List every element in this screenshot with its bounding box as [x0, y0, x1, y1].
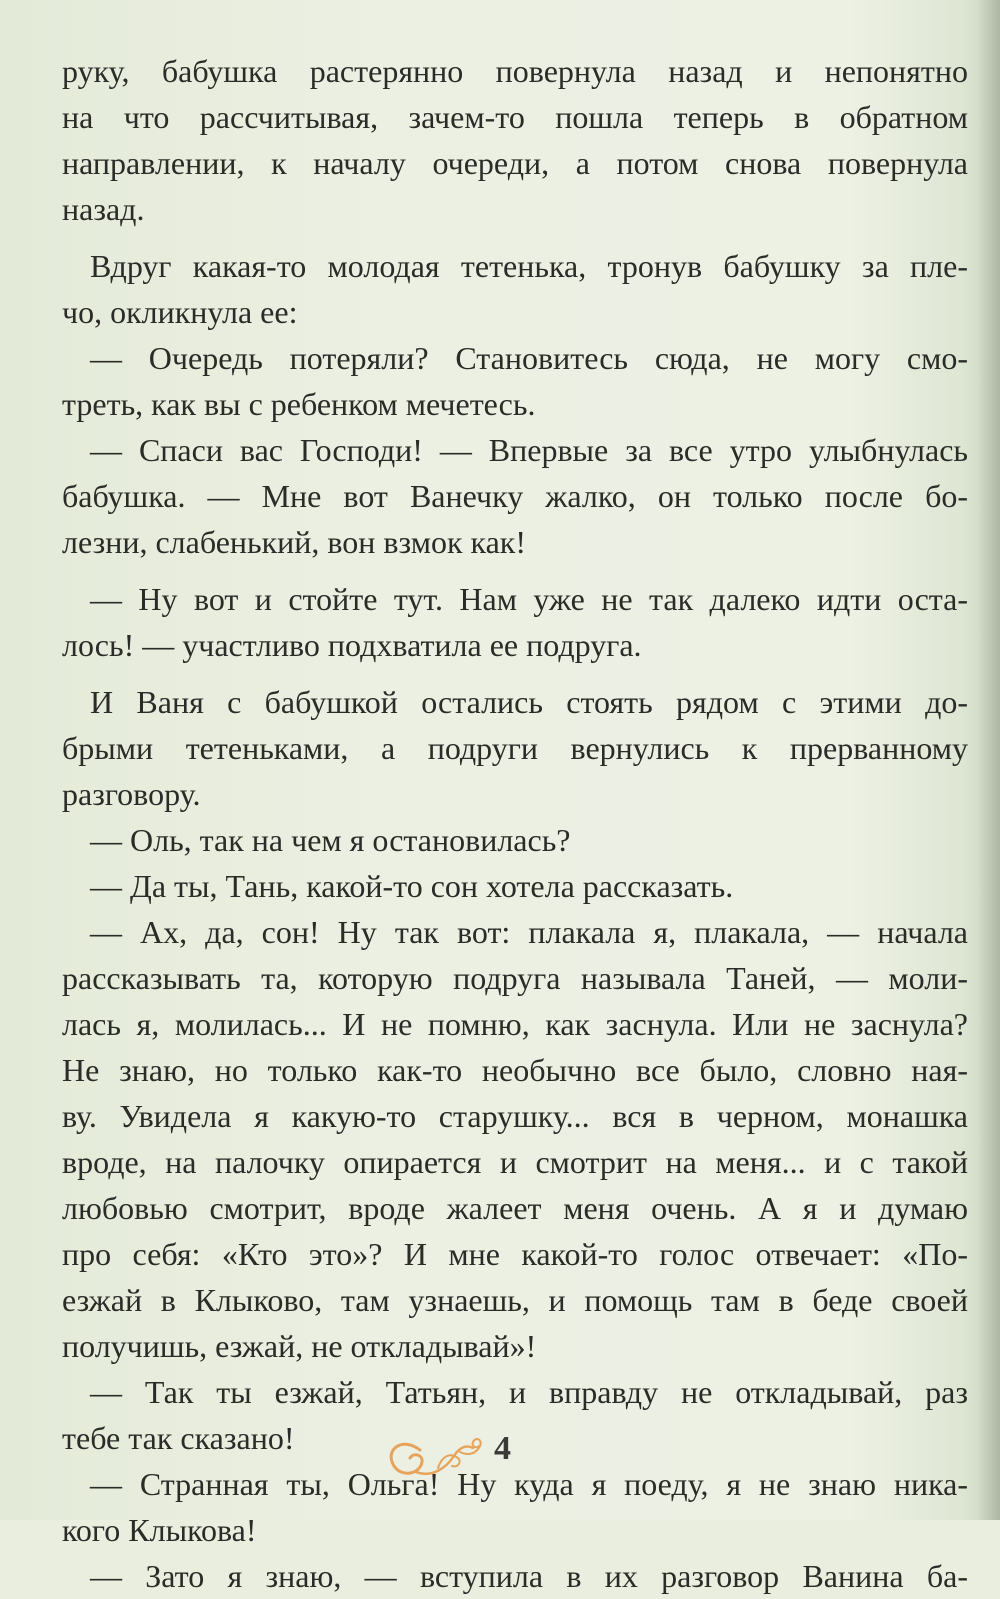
paragraph	[62, 863, 968, 909]
paragraph	[62, 1553, 968, 1599]
body-text	[62, 48, 968, 1599]
text-line: — Спаси вас Господи! — Впервые за все утро улыбнулась	[90, 432, 968, 468]
text-line: — Очередь потеряли? Становитесь сюда, не могу смо-	[90, 340, 968, 376]
paragraph	[62, 576, 968, 668]
text-line: — Оль, так на чем я остановилась?	[90, 822, 571, 858]
paragraph	[62, 335, 968, 427]
text-line: любовью смотрит, вроде жалеет меня очень. А я и думаю	[62, 1190, 968, 1226]
text-line: — Ах, да, сон! Ну так вот: плакала я, плакала, — начала	[90, 914, 968, 950]
text-line: получишь, езжай, не откладывай»!	[62, 1328, 537, 1364]
text-line: кого Клыкова!	[62, 1512, 257, 1548]
text-line: брыми тетеньками, а подруги вернулись к прерванному	[62, 730, 968, 766]
text-line: руку, бабушка растерянно повернула назад и непонятно	[62, 53, 968, 89]
text-line: рассказывать та, которую подруга называла Таней, — моли-	[62, 960, 968, 996]
text-line: лось! — участливо подхватила ее подруга.	[62, 627, 642, 663]
paragraph	[62, 679, 968, 817]
text-line: И Ваня с бабушкой остались стоять рядом с этими до-	[90, 684, 968, 720]
page-footer	[0, 1428, 1000, 1488]
text-line: Не знаю, но только как-то необычно все было, словно ная-	[62, 1052, 968, 1088]
text-line: направлении, к началу очереди, а потом снова повернула	[62, 145, 968, 181]
text-line: езжай в Клыково, там узнаешь, и помощь там в беде своей	[62, 1282, 968, 1318]
paragraph	[62, 48, 968, 232]
text-line: вроде, на палочку опирается и смотрит на меня... и с такой	[62, 1144, 968, 1180]
text-line: — Ну вот и стойте тут. Нам уже не так далеко идти оста-	[90, 581, 968, 617]
text-line: лась я, молилась... И не помню, как заснула. Или не заснула?	[62, 1006, 968, 1042]
text-line: — Да ты, Тань, какой-то сон хотела рассказать.	[90, 868, 734, 904]
text-line: назад.	[62, 191, 145, 227]
text-line: — Странная ты, Ольга! Ну куда я поеду, я не знаю ника-	[90, 1466, 968, 1502]
text-line: треть, как вы с ребенком мечетесь.	[62, 386, 536, 422]
paragraph	[62, 243, 968, 335]
page-number: 4	[494, 1430, 511, 1467]
page-edge-shadow	[978, 0, 1000, 1520]
swirl-ornament-icon	[380, 1428, 490, 1488]
paragraph	[62, 817, 968, 863]
text-line: тебе так сказано!	[62, 1420, 295, 1456]
paragraph	[62, 909, 968, 1369]
text-line: бабушка. — Мне вот Ванечку жалко, он только после бо-	[62, 478, 968, 514]
text-line: — Так ты езжай, Татьян, и вправду не откладывай, раз	[90, 1374, 968, 1410]
paragraph	[62, 427, 968, 565]
text-line: лезни, слабенький, вон взмок как!	[62, 524, 526, 560]
text-line: — Зато я знаю, — вступила в их разговор Ванина ба-	[90, 1558, 968, 1594]
text-line: чо, окликнула ее:	[62, 294, 298, 330]
text-line: на что рассчитывая, зачем-то пошла теперь в обратном	[62, 99, 968, 135]
text-line: про себя: «Кто это»? И мне какой-то голос отвечает: «По-	[62, 1236, 968, 1272]
text-line: разговору.	[62, 776, 201, 812]
text-line: Вдруг какая-то молодая тетенька, тронув бабушку за пле-	[90, 248, 968, 284]
text-line: ву. Увидела я какую-то старушку... вся в черном, монашка	[62, 1098, 968, 1134]
